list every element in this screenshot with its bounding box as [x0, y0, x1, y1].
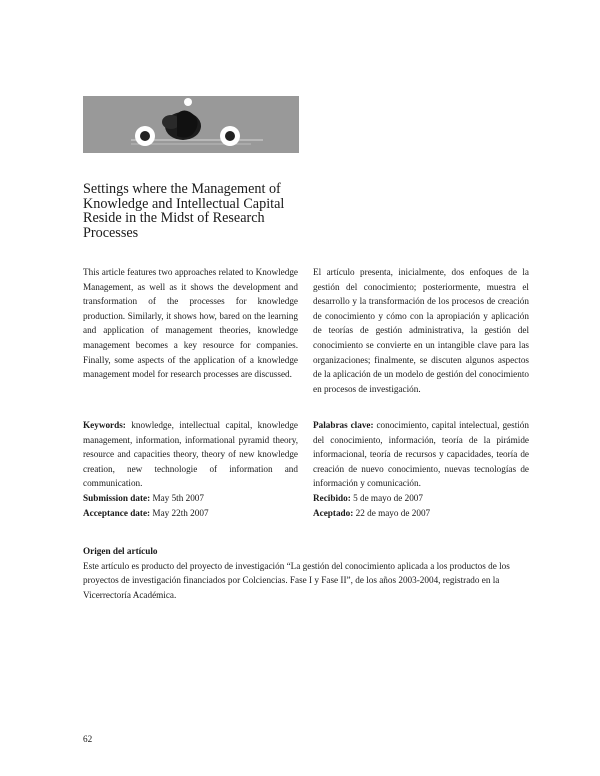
palabras-clave-label: Palabras clave:: [313, 420, 374, 430]
received-value: 5 de mayo de 2007: [350, 492, 423, 503]
received-date: [313, 491, 529, 506]
submission-date: [83, 491, 298, 506]
page-number: 62: [83, 734, 93, 744]
accepted-date: [313, 506, 529, 521]
article-title: Settings where the Management of Knowledge and Intellectual Capital Reside in the Midst of Research Processes: [83, 181, 285, 241]
banner-artwork: [83, 96, 299, 153]
abstract-spanish-text: El artículo presenta, inicialmente, dos enfoques de la gestión del conocimiento; posteriormente, muestra el desarrollo y la transformación de los procesos de creación de conocimiento y cómo con la apropiación y aplicación de teorías de gestión administrativa, la gestión del conocimiento se convierte en un intangible clave para las organizaciones; finalmente, se discuten algunos aspectos de la aplicación de un modelo de gestión del conocimiento en procesos de investigación.: [313, 267, 529, 394]
origin-text: Este artículo es producto del proyecto de investigación “La gestión del conocimiento aplicada a los productos de los proyectos de investigación financiados por Colciencias. Fase I y Fase II”, de los años 2003-2004, registrado en la Vicerrectoría Académica.: [83, 560, 510, 600]
accepted-value: 22 de mayo de 2007: [353, 507, 431, 518]
received-label: Recibido:: [313, 492, 351, 503]
acceptance-label: Acceptance date:: [83, 507, 151, 518]
keywords-text: knowledge, intellectual capital, knowledge management, information, informational pyramid theory, resource and capacities theory, theory of new knowledge creation, new technologie of information and communication.: [83, 420, 298, 489]
abstract-spanish: [313, 265, 529, 396]
submission-value: May 5th 2007: [150, 492, 204, 503]
origin-heading: Origen del artículo: [83, 546, 158, 556]
keywords-english: [83, 418, 298, 520]
palabras-clave-text: conocimiento, capital intelectual, gestión del conocimiento, información, teoría de la pirámide informacional, teoría de recursos y capacidades, teoría de creación de nuevo conocimiento, nuevas tecnologías de información y comunicación.: [313, 420, 529, 489]
acceptance-value: May 22th 2007: [150, 507, 209, 518]
keywords-spanish-line: [313, 418, 529, 491]
keywords-label: Keywords:: [83, 420, 126, 430]
accepted-label: Aceptado:: [313, 507, 354, 518]
abstract-english-text: This article features two approaches related to Knowledge Management, as well as it shows the development and transformation of the processes for knowledge production. Similarly, it shows how, bared on the learning and application of management theories, knowledge management becomes a key resource for companies. Finally, some aspects of the application of a knowledge management model for research processes are discussed.: [83, 267, 298, 380]
decorative-banner-illustration: [83, 96, 299, 153]
keywords-english-line: [83, 418, 298, 491]
submission-label: Submission date:: [83, 492, 151, 503]
article-origin: [83, 544, 529, 602]
abstract-english: [83, 265, 298, 382]
keywords-spanish: [313, 418, 529, 520]
acceptance-date: [83, 506, 298, 521]
